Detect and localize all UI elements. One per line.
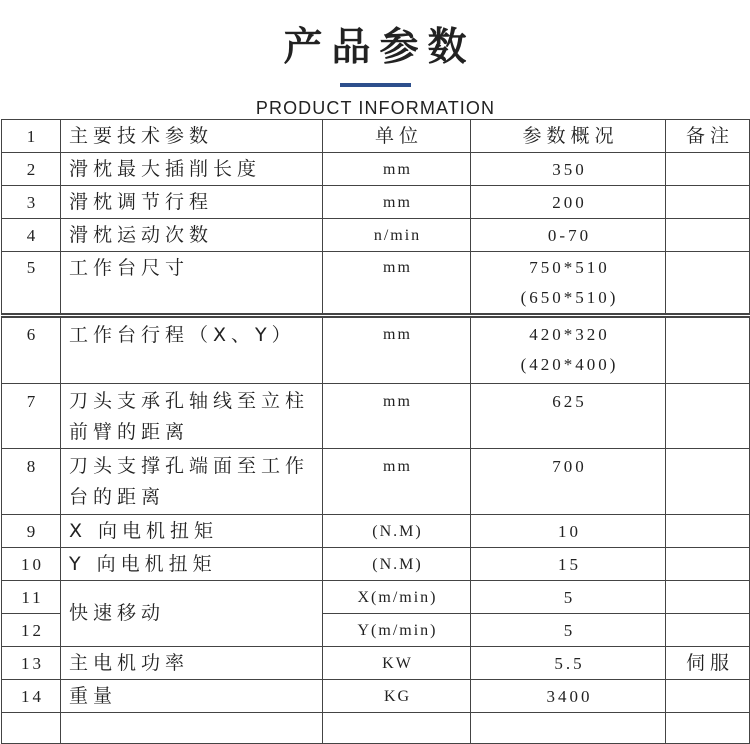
value-cell: 700 <box>471 449 666 515</box>
table-row <box>2 515 750 548</box>
unit-cell: KG <box>323 680 471 713</box>
empty-cell <box>2 713 61 744</box>
unit-cell: KW <box>323 647 471 680</box>
note-cell <box>666 153 750 186</box>
note-cell <box>666 515 750 548</box>
column-header-value: 参数概况 <box>471 120 666 153</box>
value-line: 420*320 <box>529 325 610 344</box>
row-number: 1 <box>2 120 61 153</box>
note-cell <box>666 186 750 219</box>
column-header-note: 备注 <box>666 120 750 153</box>
table-row <box>2 449 750 515</box>
note-cell <box>666 384 750 449</box>
param-name: 工作台尺寸 <box>61 252 323 316</box>
value-cell: 5 <box>471 614 666 647</box>
table-row <box>2 252 750 316</box>
param-name: X 向电机扭矩 <box>61 515 323 548</box>
unit-cell: mm <box>323 449 471 515</box>
table-row <box>2 186 750 219</box>
param-line: 刀头支承孔轴线至立柱 <box>69 390 310 412</box>
param-line: 台的距离 <box>69 486 166 508</box>
unit-cell: Y(m/min) <box>323 614 471 647</box>
unit-cell: X(m/min) <box>323 581 471 614</box>
title-underline <box>340 83 411 87</box>
value-line: (650*510) <box>520 288 619 307</box>
row-number: 13 <box>2 647 61 680</box>
row-number: 12 <box>2 614 61 647</box>
value-cell: 3400 <box>471 680 666 713</box>
value-line: (420*400) <box>520 355 619 374</box>
param-line: 前臂的距离 <box>69 421 190 443</box>
note-cell: 伺服 <box>666 647 750 680</box>
param-name: 滑枕调节行程 <box>61 186 323 219</box>
table-row <box>2 316 750 384</box>
param-name: 主电机功率 <box>61 647 323 680</box>
empty-table-row <box>2 713 750 744</box>
value-cell: 5.5 <box>471 647 666 680</box>
unit-cell: n/min <box>323 219 471 252</box>
empty-cell <box>666 713 750 744</box>
table-row <box>2 647 750 680</box>
row-number: 4 <box>2 219 61 252</box>
unit-cell: mm <box>323 186 471 219</box>
value-cell: 0-70 <box>471 219 666 252</box>
table-row <box>2 219 750 252</box>
page-subtitle: PRODUCT INFORMATION <box>255 98 496 118</box>
value-cell: 200 <box>471 186 666 219</box>
row-number: 14 <box>2 680 61 713</box>
unit-cell: (N.M) <box>323 515 471 548</box>
table-row <box>2 548 750 581</box>
row-number: 11 <box>2 581 61 614</box>
note-cell <box>666 449 750 515</box>
table-row <box>2 384 750 449</box>
empty-cell <box>471 713 666 744</box>
row-number: 9 <box>2 515 61 548</box>
param-name: 快速移动 <box>61 581 323 647</box>
empty-cell <box>61 713 323 744</box>
spec-table <box>1 119 750 744</box>
unit-cell: mm <box>323 316 471 384</box>
value-cell <box>471 316 666 384</box>
unit-cell: mm <box>323 384 471 449</box>
note-cell <box>666 614 750 647</box>
unit-cell: mm <box>323 153 471 186</box>
row-number: 7 <box>2 384 61 449</box>
param-name: 工作台行程（X、Y） <box>61 316 323 384</box>
param-name: Y 向电机扭矩 <box>61 548 323 581</box>
value-cell <box>471 252 666 316</box>
unit-cell: mm <box>323 252 471 316</box>
unit-cell: (N.M) <box>323 548 471 581</box>
note-cell <box>666 219 750 252</box>
param-line: 刀头支撑孔端面至工作 <box>69 455 310 477</box>
row-number: 10 <box>2 548 61 581</box>
param-name: 滑枕最大插削长度 <box>61 153 323 186</box>
param-name <box>61 384 323 449</box>
row-number: 6 <box>2 316 61 384</box>
empty-cell <box>323 713 471 744</box>
column-header-unit: 单位 <box>323 120 471 153</box>
note-cell <box>666 680 750 713</box>
row-number: 8 <box>2 449 61 515</box>
param-name: 重量 <box>61 680 323 713</box>
note-cell <box>666 581 750 614</box>
value-cell: 10 <box>471 515 666 548</box>
note-cell <box>666 252 750 316</box>
row-number: 5 <box>2 252 61 316</box>
table-header-row <box>2 120 750 153</box>
param-name: 滑枕运动次数 <box>61 219 323 252</box>
table-row <box>2 581 750 614</box>
table-row <box>2 680 750 713</box>
note-cell <box>666 316 750 384</box>
page-title: 产品参数 <box>283 25 476 70</box>
value-cell: 15 <box>471 548 666 581</box>
param-name <box>61 449 323 515</box>
value-line: 750*510 <box>529 258 610 277</box>
value-cell: 5 <box>471 581 666 614</box>
note-cell <box>666 548 750 581</box>
value-cell: 350 <box>471 153 666 186</box>
value-cell: 625 <box>471 384 666 449</box>
column-header-param: 主要技术参数 <box>61 120 323 153</box>
row-number: 2 <box>2 153 61 186</box>
row-number: 3 <box>2 186 61 219</box>
table-row <box>2 153 750 186</box>
